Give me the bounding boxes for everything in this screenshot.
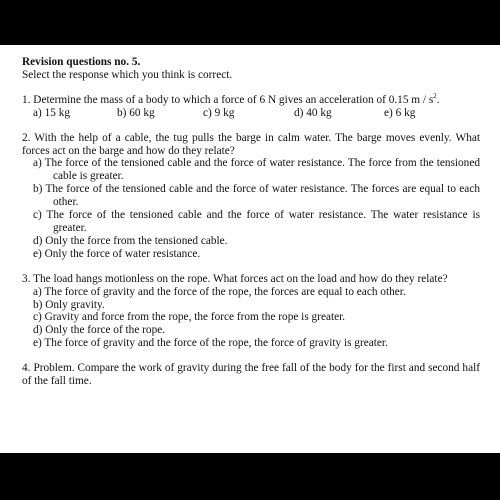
option-e[interactable]: e) Only the force of water resistance. — [33, 247, 201, 260]
question-4-text: 4. Problem. Compare the work of gravity during the free fall of the body for the first and second half of the fall time. — [22, 362, 480, 388]
question-2 — [22, 132, 480, 261]
question-4 — [22, 362, 480, 388]
page-title: Revision questions no. 5. — [22, 56, 141, 68]
document-page — [0, 45, 500, 453]
option-c[interactable]: c) 9 kg — [203, 106, 235, 119]
option-d[interactable]: d) Only the force from the tensioned cable. — [33, 234, 228, 247]
option-a[interactable]: a) The force of the tensioned cable and the force of water resistance. The force from the tensioned cable is greater. — [33, 157, 480, 183]
option-b[interactable]: b) The force of the tensioned cable and the force of water resistance. The forces are equal to each other. — [33, 183, 480, 209]
document-body — [22, 56, 480, 388]
option-c[interactable]: c) Gravity and force from the rope, the force from the rope is greater. — [33, 311, 346, 324]
option-b[interactable]: b) Only gravity. — [33, 298, 105, 311]
option-b[interactable]: b) 60 kg — [117, 106, 155, 119]
option-e[interactable]: e) The force of gravity and the force of the rope, the force of gravity is greater. — [33, 337, 388, 350]
question-2-text: 2. With the help of a cable, the tug pulls the barge in calm water. The barge moves evenly. What forces act on the barge and how do they relate? — [22, 131, 480, 157]
question-1-text: 1. Determine the mass of a body to which a force of 6 N gives an acceleration of 0.15 m / $s^2$. — [22, 92, 440, 106]
option-d[interactable]: d) Only the force of the rope. — [33, 324, 166, 337]
instruction-text: Select the response which you think is correct. — [22, 68, 233, 81]
question-3 — [22, 273, 480, 350]
question-1-options — [22, 107, 480, 120]
option-a[interactable]: a) 15 kg — [33, 106, 71, 119]
question-1 — [22, 94, 480, 120]
option-d[interactable]: d) 40 kg — [294, 106, 332, 119]
option-c[interactable]: c) The force of the tensioned cable and the force of water resistance. The water resistance is greater. — [33, 209, 480, 234]
option-a[interactable]: a) The force of gravity and the force of the rope, the forces are equal to each other. — [33, 285, 406, 298]
question-3-text: 3. The load hangs motionless on the rope. What forces act on the load and how do they relate? — [22, 272, 448, 285]
option-e[interactable]: e) 6 kg — [384, 106, 416, 119]
